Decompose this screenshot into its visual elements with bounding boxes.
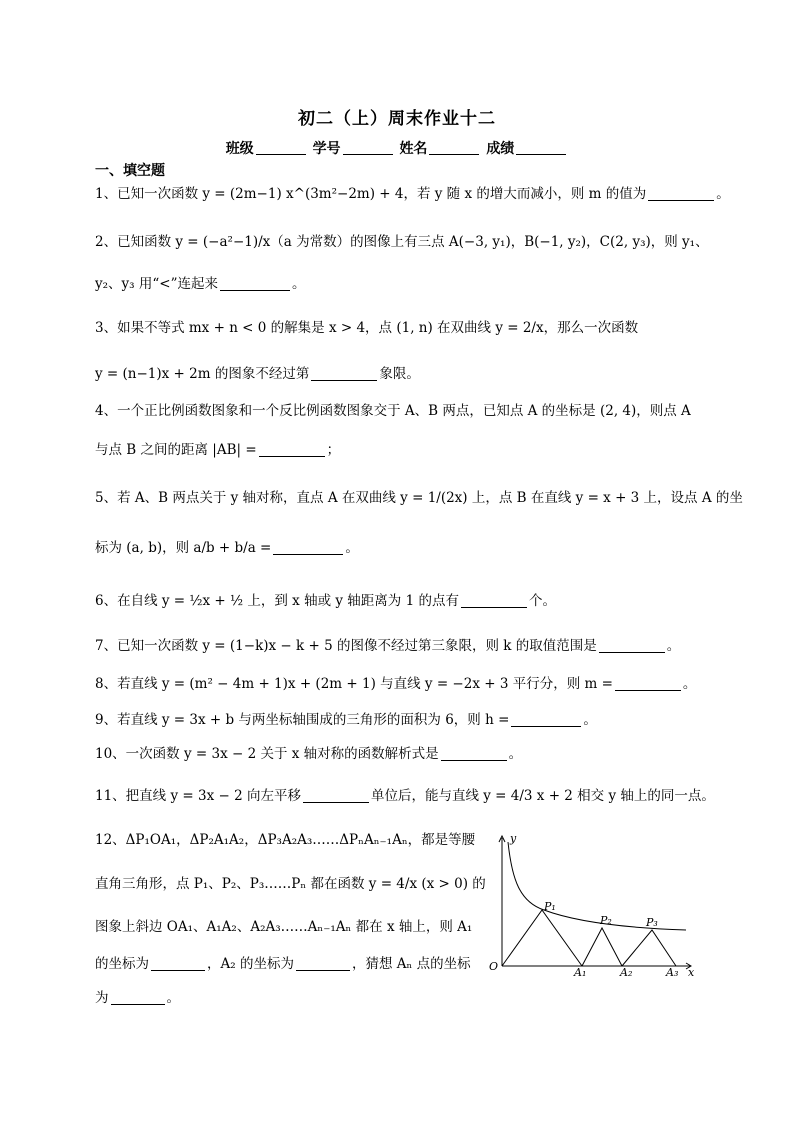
question-text: 为 bbox=[95, 990, 109, 1006]
question-text: 4、一个正比例函数图象和一个反比例函数图象交于 A、B 两点，已知点 A 的坐标是 (2, 4)，则点 A bbox=[95, 403, 691, 419]
label-p2: P₂ bbox=[600, 914, 612, 927]
question-text: 1、已知一次函数 y = (2m−1) x^(3m²−2m) + 4，若 y 随 x 的增大而减小，则 m 的值为 bbox=[95, 186, 647, 202]
label-y: y bbox=[510, 832, 517, 845]
question-text: y₂、y₃ 用“<”连起来 bbox=[95, 276, 218, 292]
class-blank[interactable] bbox=[256, 140, 306, 155]
question-text: 2、已知函数 y = (−a²−1)/x（a 为常数）的图像上有三点 A(−3, y₁)，B(−1, y₂)，C(2, y₃)，则 y₁、 bbox=[95, 234, 709, 250]
label-x: x bbox=[688, 966, 695, 978]
answer-blank[interactable] bbox=[511, 712, 581, 727]
question-suffix: 。 bbox=[345, 540, 359, 556]
question-suffix: 。 bbox=[666, 638, 681, 654]
question-suffix: 单位后，能与直线 y = 4/3 x + 2 相交 y 轴上的同一点。 bbox=[370, 788, 715, 804]
page-title: 初二（上）周末作业十二 bbox=[298, 109, 496, 129]
question-11 bbox=[95, 786, 715, 806]
question-suffix: ，猜想 Aₙ 点的坐标 bbox=[351, 956, 471, 972]
question-5 bbox=[95, 488, 743, 508]
answer-blank[interactable] bbox=[615, 676, 681, 691]
question-suffix: 。 bbox=[291, 276, 306, 292]
question-9 bbox=[95, 710, 597, 730]
answer-blank-a2[interactable] bbox=[296, 956, 350, 971]
question-text: y = (n−1)x + 2m 的图象不经过第 bbox=[95, 366, 310, 382]
class-label: 班级 bbox=[225, 141, 254, 157]
hyperbola-curve bbox=[508, 842, 686, 930]
label-a3: A₃ bbox=[666, 966, 679, 978]
student-info-line bbox=[0, 138, 794, 158]
answer-blank[interactable] bbox=[311, 366, 377, 381]
score-label: 成绩 bbox=[486, 141, 515, 157]
figure-svg bbox=[486, 830, 698, 978]
question-7 bbox=[95, 636, 680, 656]
hyperbola-figure bbox=[486, 830, 698, 978]
question-suffix: 。 bbox=[583, 712, 597, 728]
question-12-line3 bbox=[95, 917, 472, 937]
question-suffix: 。 bbox=[508, 746, 523, 762]
question-text: 11、把直线 y = 3x − 2 向左平移 bbox=[95, 788, 301, 804]
question-6 bbox=[95, 591, 556, 611]
answer-blank[interactable] bbox=[259, 442, 325, 457]
score-blank[interactable] bbox=[516, 140, 566, 155]
question-text: 图象上斜边 OA₁、A₁A₂、A₂A₃……Aₙ₋₁Aₙ 都在 x 轴上，则 A₁ bbox=[95, 919, 473, 935]
question-3 bbox=[95, 318, 638, 338]
id-label: 学号 bbox=[312, 141, 341, 157]
question-suffix: ； bbox=[326, 442, 341, 458]
answer-blank-a1[interactable] bbox=[151, 956, 205, 971]
question-12-line2 bbox=[95, 874, 486, 894]
answer-blank[interactable] bbox=[220, 276, 290, 291]
triangle-1 bbox=[502, 910, 582, 966]
question-2 bbox=[95, 232, 709, 252]
answer-blank[interactable] bbox=[461, 593, 527, 608]
question-text: 7、已知一次函数 y = (1−k)x − k + 5 的图像不经过第三象限，则 k 的取值范围是 bbox=[95, 638, 597, 654]
question-text: 8、若直线 y = (m² − 4m + 1)x + (2m + 1) 与直线 y = −2x + 3 平行分，则 m = bbox=[95, 676, 613, 692]
triangle-2 bbox=[582, 928, 622, 966]
question-text-mid: ，A₂ 的坐标为 bbox=[207, 956, 294, 972]
question-12 bbox=[95, 830, 475, 850]
label-p1: P₁ bbox=[544, 900, 556, 913]
question-text: 的坐标为 bbox=[95, 956, 149, 972]
answer-blank[interactable] bbox=[648, 186, 714, 201]
label-origin: O bbox=[489, 960, 499, 973]
answer-blank[interactable] bbox=[599, 638, 665, 653]
id-blank[interactable] bbox=[343, 140, 393, 155]
question-text: 5、若 A、B 两点关于 y 轴对称，直点 A 在双曲线 y = 1/(2x) 上，点 B 在直线 y = x + 3 上，设点 A 的坐 bbox=[95, 490, 743, 506]
label-a1: A₁ bbox=[574, 966, 587, 978]
triangle-3 bbox=[622, 930, 676, 966]
question-suffix: 个。 bbox=[528, 593, 556, 609]
question-text: 9、若直线 y = 3x + b 与两坐标轴围成的三角形的面积为 6，则 h = bbox=[95, 712, 510, 728]
question-text: 6、在自线 y = ½x + ½ 上，到 x 轴或 y 轴距离为 1 的点有 bbox=[95, 593, 459, 609]
question-2-cont bbox=[95, 274, 305, 294]
question-text: 与点 B 之间的距离 |AB| = bbox=[95, 442, 257, 458]
question-4-cont bbox=[95, 440, 340, 460]
question-10 bbox=[95, 744, 522, 764]
question-suffix: 。 bbox=[682, 676, 697, 692]
question-text: 10、一次函数 y = 3x − 2 关于 x 轴对称的函数解析式是 bbox=[95, 746, 439, 762]
answer-blank[interactable] bbox=[273, 540, 343, 555]
question-12-line4 bbox=[95, 954, 471, 974]
question-1 bbox=[95, 184, 730, 204]
answer-blank[interactable] bbox=[303, 788, 369, 803]
answer-blank[interactable] bbox=[441, 746, 507, 761]
question-text: 12、ΔP₁OA₁，ΔP₂A₁A₂，ΔP₃A₂A₃……ΔPₙAₙ₋₁Aₙ，都是等腰 bbox=[95, 832, 476, 848]
question-5-cont bbox=[95, 538, 359, 558]
question-4 bbox=[95, 401, 691, 421]
question-suffix: 。 bbox=[716, 186, 730, 202]
label-p3: P₃ bbox=[646, 916, 658, 929]
question-8 bbox=[95, 674, 696, 694]
name-blank[interactable] bbox=[429, 140, 479, 155]
question-text: 直角三角形，点 P₁、P₂、P₃……Pₙ 都在函数 y = 4/x (x > 0) 的 bbox=[95, 876, 486, 892]
name-label: 姓名 bbox=[399, 141, 428, 157]
question-suffix: 象限。 bbox=[379, 366, 420, 382]
label-a2: A₂ bbox=[620, 966, 633, 978]
question-text: 3、如果不等式 mx + n < 0 的解集是 x > 4，点 (1, n) 在双曲线 y = 2/x，那么一次函数 bbox=[95, 320, 639, 336]
section-title: 一、填空题 bbox=[95, 163, 165, 179]
answer-blank-an[interactable] bbox=[111, 990, 165, 1005]
question-text: 标为 (a, b)，则 a/b + b/a = bbox=[95, 540, 272, 556]
question-3-cont bbox=[95, 364, 420, 384]
question-suffix: 。 bbox=[166, 990, 180, 1006]
question-12-line5 bbox=[95, 988, 180, 1008]
